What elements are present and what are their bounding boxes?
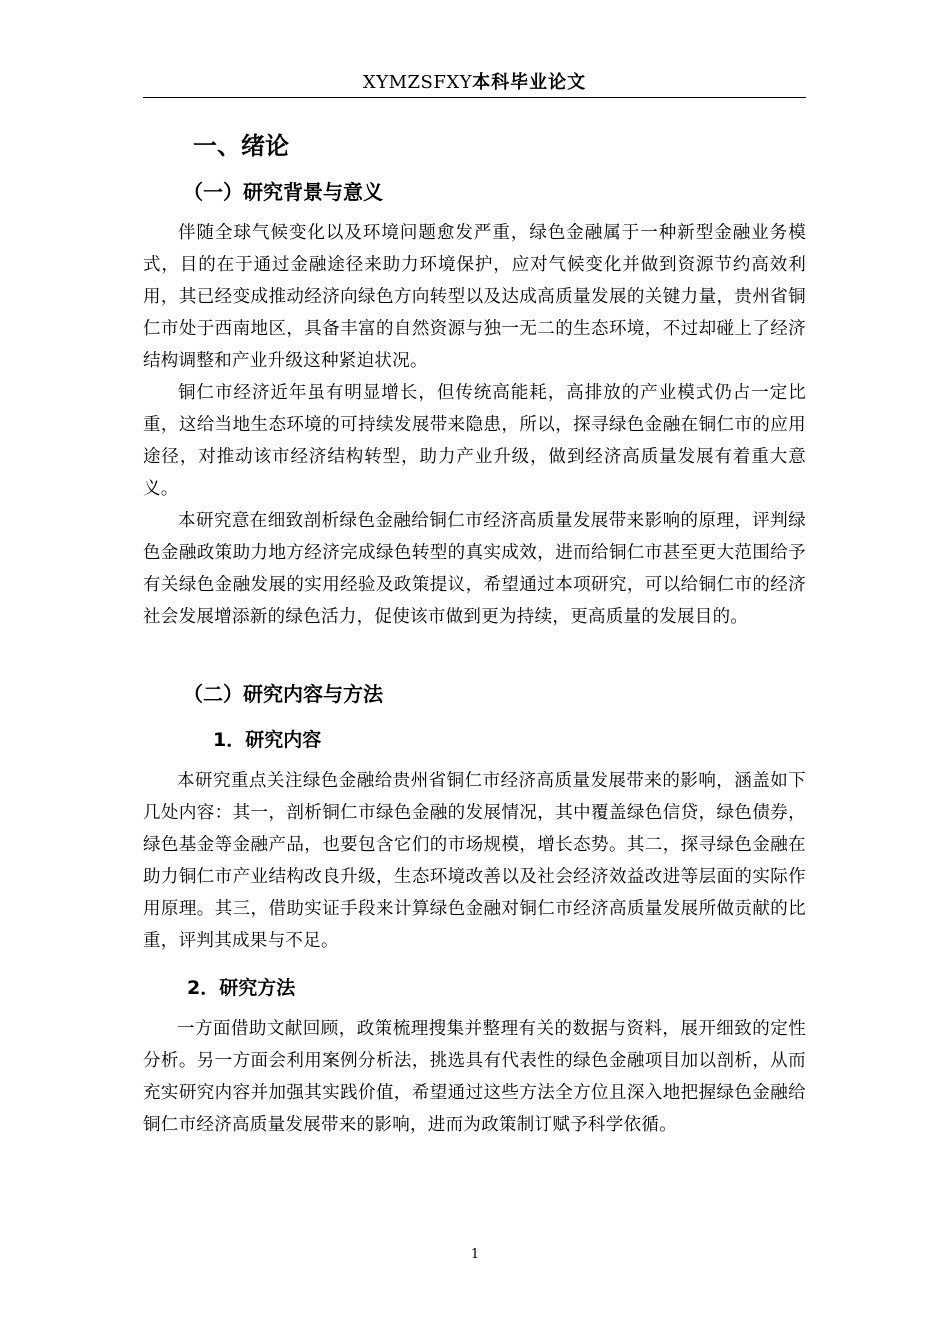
subsection-title-method: 2．研究方法 — [187, 977, 296, 999]
header-rule — [143, 97, 806, 98]
chapter-title: 一、绪论 — [193, 132, 289, 160]
paragraph-background-3: 本研究意在细致剖析绿色金融给铜仁市经济高质量发展带来影响的原理，评判绿色金融政策助力地方经济完成绿色转型的真实成效，进而给铜仁市甚至更大范围给予有关绿色金融发展的实用经验及政策提议，希望通过本项研究，可以给铜仁市的经济社会发展增添新的绿色活力，促使该市做到更为持续，更高质量的发展目的。 — [143, 511, 806, 627]
paragraph-research-content: 本研究重点关注绿色金融给贵州省铜仁市经济高质量发展带来的影响，涵盖如下几处内容：其一，剖析铜仁市绿色金融的发展情况，其中覆盖绿色信贷，绿色债券，绿色基金等金融产品，也要包含它们的市场规模，增长态势。其二，探寻绿色金融在助力铜仁市产业结构改良升级，生态环境改善以及社会经济效益改进等层面的实际作用原理。其三，借助实证手段来计算绿色金融对铜仁市经济高质量发展所做贡献的比重，评判其成果与不足。 — [143, 771, 806, 951]
header-latin-text: XYMZSFXY — [362, 72, 473, 93]
section-title-content-method: （二）研究内容与方法 — [183, 682, 383, 706]
paragraph-research-method: 一方面借助文献回顾，政策梳理搜集并整理有关的数据与资料，展开细致的定性分析。另一方面会利用案例分析法，挑选具有代表性的绿色金融项目加以剖析，从而充实研究内容并加强其实践价值，希望通过这些方法全方位且深入地把握绿色金融给铜仁市经济高质量发展带来的影响，进而为政策制订赋予科学依循。 — [143, 1019, 806, 1135]
page-number: 1 — [470, 1247, 480, 1262]
header-cn-text: 本科毕业论文 — [472, 72, 587, 93]
subsection-title-content: 1．研究内容 — [213, 729, 322, 751]
paragraph-background-2: 铜仁市经济近年虽有明显增长，但传统高能耗，高排放的产业模式仍占一定比重，这给当地生态环境的可持续发展带来隐患，所以，探寻绿色金融在铜仁市的应用途径，对推动该市经济结构转型，助力产业升级，做到经济高质量发展有着重大意义。 — [143, 383, 806, 499]
section-title-background: （一）研究背景与意义 — [183, 180, 383, 204]
page-header — [143, 70, 806, 96]
paragraph-background-1: 伴随全球气候变化以及环境问题愈发严重，绿色金融属于一种新型金融业务模式，目的在于通过金融途径来助力环境保护，应对气候变化并做到资源节约高效利用，其已经变成推动经济向绿色方向转型以及达成高质量发展的关键力量，贵州省铜仁市处于西南地区，具备丰富的自然资源与独一无二的生态环境，不过却碰上了经济结构调整和产业升级这种紧迫状况。 — [143, 223, 806, 371]
